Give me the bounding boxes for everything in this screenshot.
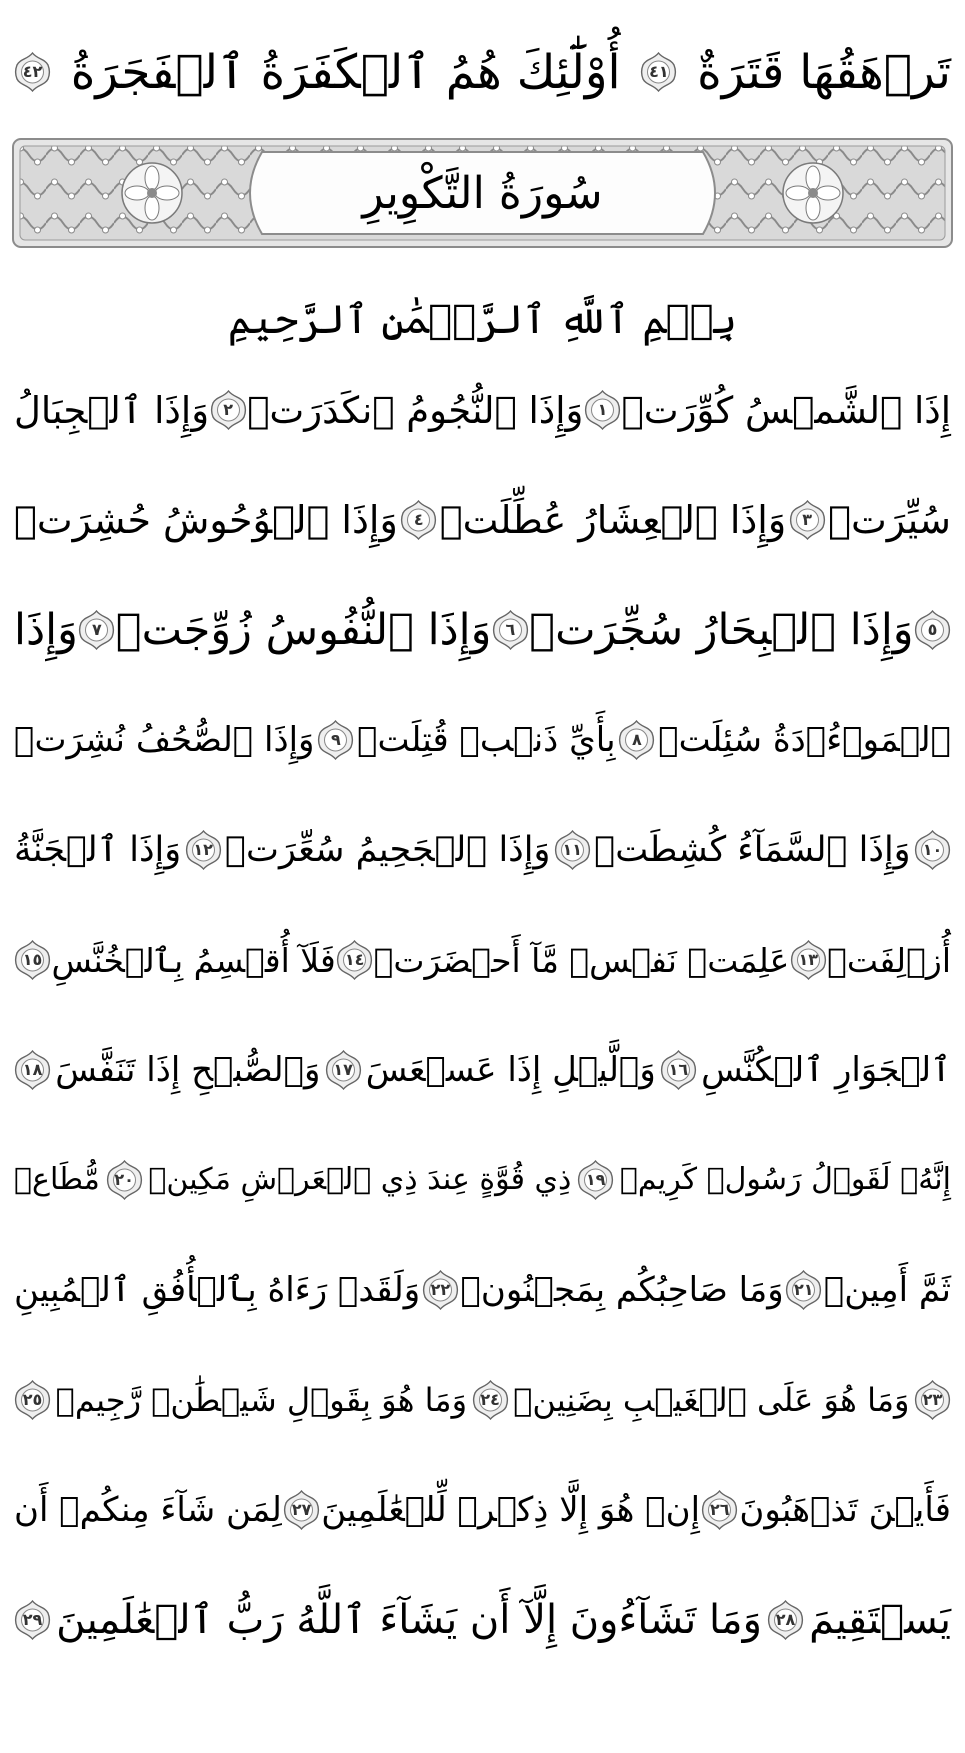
verse-text: فَأَيۡنَ تَذۡهَبُونَ — [739, 1490, 951, 1530]
ayah-number-marker — [14, 1599, 51, 1641]
verse-text: ثَمَّ أَمِينٖ — [823, 1270, 951, 1310]
verse-text: مُّطَاعٖ — [14, 1162, 100, 1197]
verse-text: ٱلۡجَوَارِ ٱلۡكُنَّسِ — [701, 1050, 951, 1090]
ayah-number: ٢٠ — [114, 1170, 134, 1189]
ayah-number: ٢٤ — [480, 1390, 500, 1409]
verse-text: يَسۡتَقِيمَ — [809, 1597, 951, 1643]
ayah-number-marker — [14, 1049, 51, 1091]
ayah-number: ١٧ — [333, 1060, 353, 1079]
ayah-number-marker — [577, 1159, 614, 1201]
ayah-number: ٤ — [413, 510, 424, 529]
verse-text: لِمَن شَآءَ مِنكُمۡ أَن — [14, 1490, 282, 1530]
ayah-number-marker — [14, 1379, 51, 1421]
verse-text: وَإِذَا — [14, 604, 78, 655]
surah-header-banner — [12, 138, 953, 248]
ayah-number: ١٨ — [22, 1060, 43, 1079]
verse-text: وَإِذَا ٱلسَّمَآءُ كُشِطَتۡ — [594, 829, 911, 870]
ayah-number: ١٦ — [668, 1060, 689, 1079]
verse-text: وَإِذَا ٱلۡجَنَّةُ — [14, 829, 182, 870]
verse-text: عَلِمَتۡ نَفۡسٞ مَّآ أَحۡضَرَتۡ — [373, 940, 790, 980]
verse-text: وَلَقَدۡ رَءَاهُ بِٱلۡأُفُقِ ٱلۡمُبِينِ — [14, 1270, 421, 1310]
verse-text: وَإِذَا ٱلۡجَحِيمُ سُعِّرَتۡ — [225, 829, 551, 870]
verse-text: أُزۡلِفَتۡ — [827, 940, 951, 980]
ayah-number-marker — [660, 1049, 697, 1091]
verse-text: وَإِذَا ٱلۡجِبَالُ — [14, 388, 210, 432]
verse-line — [14, 1350, 951, 1450]
verse-text: تَرۡهَقُهَا قَتَرَةٌ — [697, 44, 951, 100]
verse-text: وَٱلَّيۡلِ إِذَا عَسۡعَسَ — [365, 1050, 656, 1090]
ayah-number-marker — [400, 499, 437, 541]
ayah-number-marker — [914, 1379, 951, 1421]
ayah-number: ٢١ — [794, 1280, 814, 1299]
verse-text: ٱلۡمَوۡءُۥدَةُ سُئِلَتۡ — [658, 720, 951, 760]
verse-text: بِأَيِّ ذَنۢبٖ قُتِلَتۡ — [357, 720, 616, 760]
verse-line — [14, 690, 951, 790]
ayah-number: ٢ — [223, 400, 234, 419]
verse-line — [14, 910, 951, 1010]
verse-line — [14, 360, 951, 460]
ayah-number: ٨ — [632, 730, 642, 749]
verse-text: أُوْلَٰٓئِكَ هُمُ ٱلۡكَفَرَةُ ٱلۡفَجَرَةُ — [70, 44, 621, 100]
verse-text: ذِي قُوَّةٍ عِندَ ذِي ٱلۡعَرۡشِ مَكِينٖ — [148, 1162, 572, 1197]
verse-line-top — [14, 22, 951, 122]
verse-line — [14, 580, 951, 680]
ayah-number: ٢٨ — [775, 1610, 796, 1629]
verse-text: وَمَا هُوَ عَلَى ٱلۡغَيۡبِ بِضَنِينٖ — [513, 1381, 910, 1419]
verse-line — [14, 470, 951, 570]
verse-text: إِذَا ٱلشَّمۡسُ كُوِّرَتۡ — [621, 388, 951, 432]
surah-title: سُورَةُ التَّكْوِيرِ — [362, 167, 603, 219]
basmala: بِسۡمِ ٱللَّهِ ٱلرَّحۡمَٰنِ ٱلرَّحِيمِ — [227, 297, 738, 343]
ayah-number: ٢٧ — [291, 1500, 312, 1519]
ayah-number: ١٥ — [22, 950, 43, 969]
ayah-number: ١٤ — [344, 950, 365, 969]
ayah-number: ١٣ — [798, 950, 818, 969]
ayah-number-marker — [283, 1489, 320, 1531]
verse-line — [14, 1570, 951, 1670]
verse-text: إِنۡ هُوَ إِلَّا ذِكۡرٞ لِّلۡعَٰلَمِينَ — [321, 1490, 701, 1530]
ayah-number-marker — [914, 609, 951, 651]
verse-text: وَإِذَا ٱلنُّجُومُ ٱنكَدَرَتۡ — [247, 388, 584, 432]
ayah-number-marker — [767, 1599, 804, 1641]
verse-text: وَإِذَا ٱلۡوُحُوشُ حُشِرَتۡ — [14, 498, 398, 542]
ayah-number: ٤٢ — [22, 62, 43, 81]
ayah-number-marker — [789, 499, 826, 541]
ayah-number: ٢٩ — [22, 1610, 43, 1629]
ayah-number: ٦ — [505, 620, 516, 639]
ayah-number: ١٠ — [922, 840, 943, 859]
verse-text: وَمَا صَاحِبُكُم بِمَجۡنُونٖ — [460, 1270, 784, 1310]
verse-text: وَمَا هُوَ بِقَوۡلِ شَيۡطَٰنٖ رَّجِيمٖ — [55, 1381, 468, 1419]
verse-text: وَإِذَا ٱلۡعِشَارُ عُطِّلَتۡ — [439, 498, 787, 542]
ayah-number-marker — [210, 389, 247, 431]
ayah-number: ٥ — [927, 620, 938, 639]
verse-line — [14, 1020, 951, 1120]
verse-text: فَلَآ أُقۡسِمُ بِٱلۡخُنَّسِ — [51, 940, 336, 980]
ayah-number-marker — [472, 1379, 509, 1421]
ayah-number-marker — [317, 719, 354, 761]
ayah-number: ٩ — [330, 730, 341, 749]
ayah-number: ٢٢ — [430, 1280, 451, 1299]
ayah-number-marker — [106, 1159, 143, 1201]
ayah-number-marker — [14, 939, 51, 981]
verse-text: وَإِذَا ٱلصُّحُفُ نُشِرَتۡ — [14, 720, 315, 760]
ayah-number: ٢٥ — [22, 1390, 43, 1409]
verse-text: وَمَا تَشَآءُونَ إِلَّآ أَن يَشَآءَ ٱللَّهُ رَبُّ ٱلۡعَٰلَمِينَ — [56, 1597, 762, 1643]
ayah-number: ٢٦ — [709, 1500, 730, 1519]
ayah-number: ٣ — [802, 510, 813, 529]
ayah-number: ١٢ — [193, 840, 213, 859]
verse-text: سُيِّرَتۡ — [828, 498, 951, 542]
ayah-number: ٤١ — [649, 62, 669, 81]
ayah-number: ٧ — [91, 620, 102, 639]
ayah-number-marker — [790, 939, 827, 981]
ayah-number-marker — [78, 609, 115, 651]
ayah-number-marker — [185, 829, 222, 871]
verse-text: وَإِذَا ٱلۡبِحَارُ سُجِّرَتۡ — [529, 604, 914, 655]
ayah-number-marker — [336, 939, 373, 981]
ayah-number-marker — [640, 51, 677, 93]
verse-text: إِنَّهُۥ لَقَوۡلُ رَسُولٖ كَرِيمٖ — [619, 1162, 951, 1197]
ayah-number-marker — [914, 829, 951, 871]
ayah-number-marker — [492, 609, 529, 651]
verse-line — [14, 1240, 951, 1340]
ayah-number-marker — [618, 719, 655, 761]
verse-line — [14, 1460, 951, 1560]
ayah-number: ١٩ — [585, 1170, 606, 1189]
ayah-number: ١ — [597, 400, 608, 419]
ayah-number-marker — [14, 51, 51, 93]
verse-line — [14, 1130, 951, 1230]
verse-text: وَإِذَا ٱلنُّفُوسُ زُوِّجَتۡ — [115, 604, 492, 655]
ayah-number-marker — [554, 829, 591, 871]
ayah-number: ٢٣ — [922, 1390, 943, 1409]
ayah-number-marker — [785, 1269, 822, 1311]
verse-line — [14, 800, 951, 900]
verse-text: وَٱلصُّبۡحِ إِذَا تَنَفَّسَ — [55, 1050, 321, 1090]
ayah-number-marker — [584, 389, 621, 431]
ayah-number-marker — [422, 1269, 459, 1311]
ayah-number: ١١ — [562, 840, 583, 859]
ayah-number-marker — [701, 1489, 738, 1531]
ayah-number-marker — [325, 1049, 362, 1091]
